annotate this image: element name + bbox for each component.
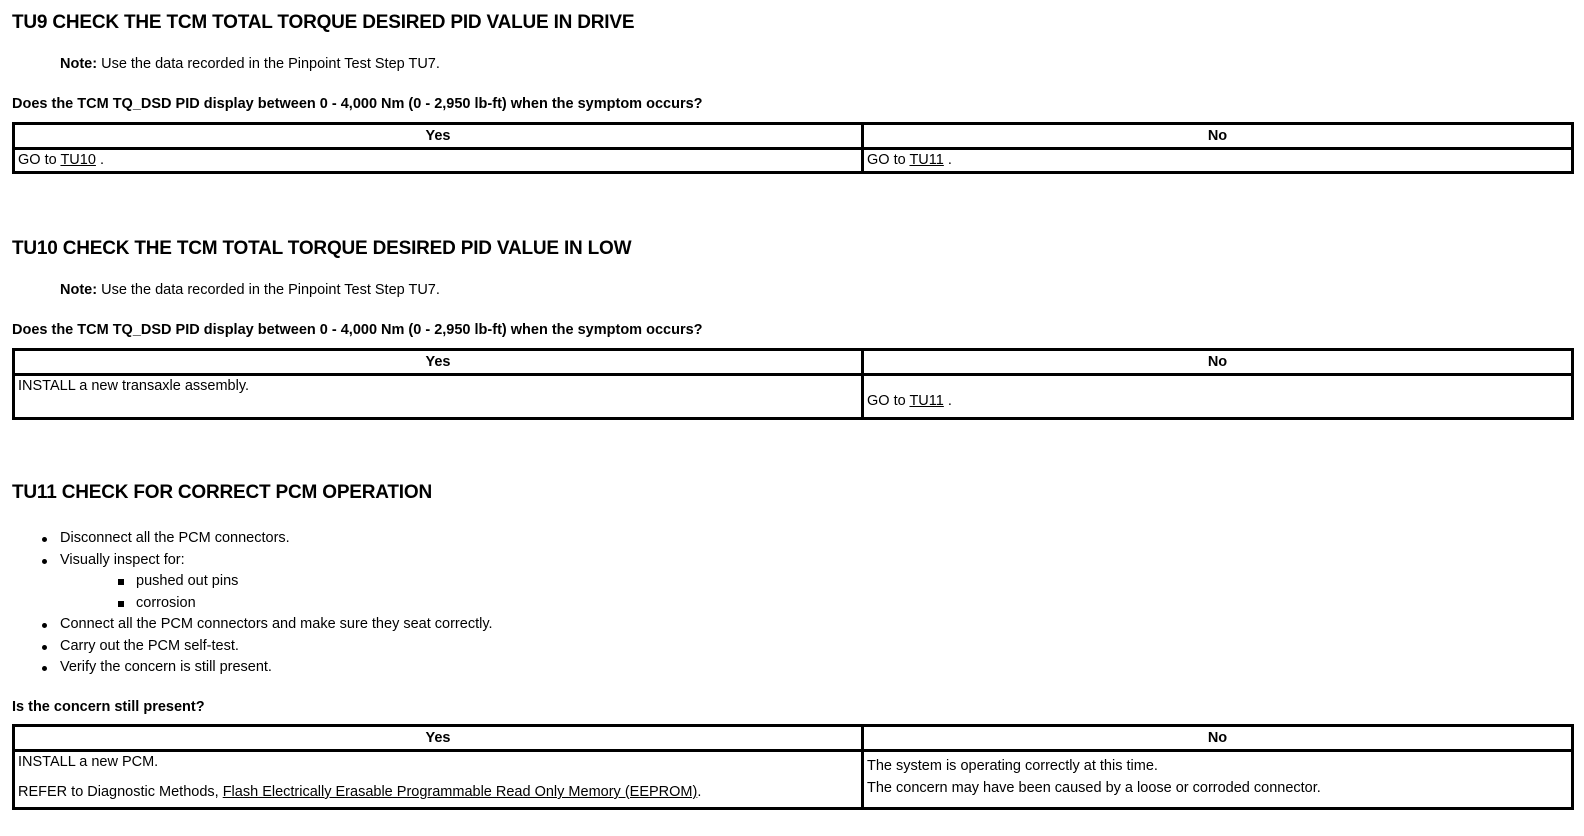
tu10-title: TU10 CHECK THE TCM TOTAL TORQUE DESIRED PID VALUE IN LOW [12, 238, 632, 259]
tu9-no-header: No [863, 124, 1573, 149]
tu10-result-table [12, 348, 1574, 420]
tu10-no-cell: GO to TU11 . [863, 375, 1573, 419]
tu10-note-label: Note: [60, 282, 98, 298]
tu11-yes-line2: REFER to Diagnostic Methods, Flash Electrically Erasable Programmable Read Only Memory (EEPROM). [18, 784, 702, 800]
tu11-no-line1: The system is operating correctly at this time. [867, 758, 1158, 774]
tu11-question: Is the concern still present? [12, 699, 205, 715]
tu11-yes-line1: INSTALL a new PCM. [18, 754, 159, 770]
tu9-no-cell: GO to TU11 . [863, 149, 1573, 173]
list-item: Connect all the PCM connectors and make sure they seat correctly. [38, 614, 493, 636]
tu11-no-header: No [863, 726, 1573, 751]
tu11-no-line2: The concern may have been caused by a loose or corroded connector. [867, 780, 1321, 796]
tu9-yes-cell: GO to TU10 . [14, 149, 863, 173]
tu11-yes-header: Yes [14, 726, 863, 751]
tu10-question: Does the TCM TQ_DSD PID display between 0 - 4,000 Nm (0 - 2,950 lb-ft) when the symptom occurs? [12, 322, 703, 338]
tu9-result-table [12, 122, 1574, 174]
tu11-step-list [38, 528, 493, 679]
list-item: Disconnect all the PCM connectors. [38, 528, 493, 550]
tu11-link[interactable]: TU11 [909, 152, 944, 168]
list-item: Visually inspect for: [38, 550, 493, 572]
tu10-no-header: No [863, 350, 1573, 375]
tu10-link[interactable]: TU10 [60, 152, 96, 168]
tu10-yes-header: Yes [14, 350, 863, 375]
tu9-note [60, 56, 440, 72]
tu9-title: TU9 CHECK THE TCM TOTAL TORQUE DESIRED PID VALUE IN DRIVE [12, 12, 635, 33]
list-item: pushed out pins [38, 571, 493, 593]
tu11-yes-cell [14, 751, 863, 809]
tu11-title: TU11 CHECK FOR CORRECT PCM OPERATION [12, 482, 432, 503]
tu11-link[interactable]: TU11 [909, 393, 944, 409]
tu11-no-cell [863, 751, 1573, 809]
tu10-yes-cell: INSTALL a new transaxle assembly. [14, 375, 863, 419]
tu9-question: Does the TCM TQ_DSD PID display between 0 - 4,000 Nm (0 - 2,950 lb-ft) when the symptom occurs? [12, 96, 703, 112]
eeprom-link[interactable]: Flash Electrically Erasable Programmable Read Only Memory (EEPROM) [222, 784, 698, 800]
list-item: Verify the concern is still present. [38, 657, 493, 679]
tu11-result-table [12, 724, 1574, 810]
tu9-yes-header: Yes [14, 124, 863, 149]
list-item: Carry out the PCM self-test. [38, 636, 493, 658]
tu10-note [60, 282, 440, 298]
tu9-note-text: Use the data recorded in the Pinpoint Test Step TU7. [97, 56, 440, 72]
tu9-note-label: Note: [60, 56, 98, 72]
list-item: corrosion [38, 593, 493, 615]
tu10-note-text: Use the data recorded in the Pinpoint Test Step TU7. [97, 282, 440, 298]
